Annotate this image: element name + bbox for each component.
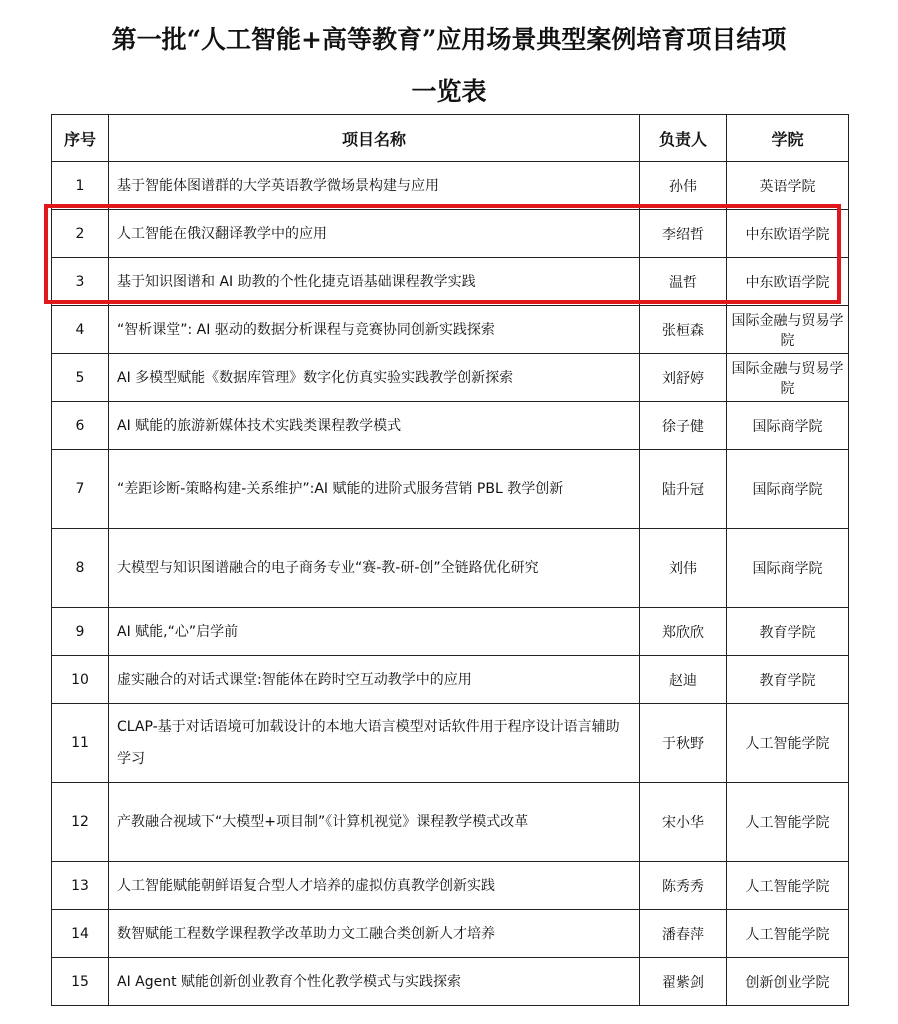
cell-number: 14 (52, 910, 109, 958)
cell-college: 英语学院 (727, 162, 849, 210)
cell-leader: 陈秀秀 (640, 862, 727, 910)
cell-leader: 温哲 (640, 258, 727, 306)
cell-number: 7 (52, 450, 109, 529)
cell-number: 2 (52, 210, 109, 258)
cell-number: 12 (52, 783, 109, 862)
cell-number: 15 (52, 958, 109, 1006)
cell-college: 国际商学院 (727, 529, 849, 608)
cell-college: 教育学院 (727, 608, 849, 656)
cell-number: 8 (52, 529, 109, 608)
cell-project-name: 虚实融合的对话式课堂:智能体在跨时空互动教学中的应用 (109, 656, 640, 704)
cell-number: 10 (52, 656, 109, 704)
cell-leader: 徐子健 (640, 402, 727, 450)
cell-leader: 宋小华 (640, 783, 727, 862)
cell-leader: 赵迪 (640, 656, 727, 704)
cell-college: 创新创业学院 (727, 958, 849, 1006)
cell-college: 国际金融与贸易学院 (727, 306, 849, 354)
project-table (51, 114, 849, 1006)
cell-college: 人工智能学院 (727, 910, 849, 958)
cell-project-name: 大模型与知识图谱融合的电子商务专业“赛-教-研-创”全链路优化研究 (109, 529, 640, 608)
cell-project-name: 基于知识图谱和 AI 助教的个性化捷克语基础课程教学实践 (109, 258, 640, 306)
cell-project-name: 人工智能在俄汉翻译教学中的应用 (109, 210, 640, 258)
cell-leader: 李绍哲 (640, 210, 727, 258)
page-title: 第一批“人工智能+高等教育”应用场景典型案例培育项目结项 (111, 25, 787, 54)
cell-number: 6 (52, 402, 109, 450)
cell-project-name: 数智赋能工程数学课程教学改革助力文工融合类创新人才培养 (109, 910, 640, 958)
header-college: 学院 (727, 115, 849, 162)
cell-leader: 刘伟 (640, 529, 727, 608)
cell-number: 1 (52, 162, 109, 210)
cell-leader: 于秋野 (640, 704, 727, 783)
table-row (52, 862, 849, 910)
table-row (52, 162, 849, 210)
table-row (52, 306, 849, 354)
cell-college: 人工智能学院 (727, 704, 849, 783)
cell-college: 人工智能学院 (727, 862, 849, 910)
header-leader: 负责人 (640, 115, 727, 162)
cell-leader: 张桓森 (640, 306, 727, 354)
cell-number: 11 (52, 704, 109, 783)
cell-college: 中东欧语学院 (727, 258, 849, 306)
table-row (52, 910, 849, 958)
table-row (52, 354, 849, 402)
table-row (52, 450, 849, 529)
cell-leader: 潘春萍 (640, 910, 727, 958)
cell-college: 国际商学院 (727, 450, 849, 529)
cell-project-name: AI 赋能的旅游新媒体技术实践类课程教学模式 (109, 402, 640, 450)
cell-leader: 翟紫剑 (640, 958, 727, 1006)
cell-leader: 刘舒婷 (640, 354, 727, 402)
table-row (52, 210, 849, 258)
cell-project-name: AI Agent 赋能创新创业教育个性化教学模式与实践探索 (109, 958, 640, 1006)
page-subtitle: 一览表 (411, 77, 487, 106)
table-row (52, 783, 849, 862)
table-row (52, 258, 849, 306)
cell-project-name: 产教融合视域下“大模型+项目制”《计算机视觉》课程教学模式改革 (109, 783, 640, 862)
cell-number: 3 (52, 258, 109, 306)
table-row (52, 656, 849, 704)
cell-project-name: AI 赋能,“心”启学前 (109, 608, 640, 656)
cell-number: 4 (52, 306, 109, 354)
table-row (52, 402, 849, 450)
cell-project-name: AI 多模型赋能《数据库管理》数字化仿真实验实践教学创新探索 (109, 354, 640, 402)
table-header-row (52, 115, 849, 162)
cell-number: 5 (52, 354, 109, 402)
cell-project-name: 人工智能赋能朝鲜语复合型人才培养的虚拟仿真教学创新实践 (109, 862, 640, 910)
cell-number: 9 (52, 608, 109, 656)
header-number: 序号 (52, 115, 109, 162)
cell-project-name: “差距诊断-策略构建-关系维护”:AI 赋能的进阶式服务营销 PBL 教学创新 (109, 450, 640, 529)
cell-college: 人工智能学院 (727, 783, 849, 862)
header-project-name: 项目名称 (109, 115, 640, 162)
cell-college: 国际商学院 (727, 402, 849, 450)
table-row (52, 958, 849, 1006)
table-row (52, 608, 849, 656)
cell-project-name: 基于智能体图谱群的大学英语教学微场景构建与应用 (109, 162, 640, 210)
cell-college: 中东欧语学院 (727, 210, 849, 258)
cell-project-name: “智析课堂”: AI 驱动的数据分析课程与竞赛协同创新实践探索 (109, 306, 640, 354)
cell-college: 国际金融与贸易学院 (727, 354, 849, 402)
cell-leader: 陆升冠 (640, 450, 727, 529)
cell-project-name: CLAP-基于对话语境可加载设计的本地大语言模型对话软件用于程序设计语言辅助学习 (109, 704, 640, 783)
cell-college: 教育学院 (727, 656, 849, 704)
cell-number: 13 (52, 862, 109, 910)
table-row (52, 529, 849, 608)
cell-leader: 孙伟 (640, 162, 727, 210)
cell-leader: 郑欣欣 (640, 608, 727, 656)
table-row (52, 704, 849, 783)
